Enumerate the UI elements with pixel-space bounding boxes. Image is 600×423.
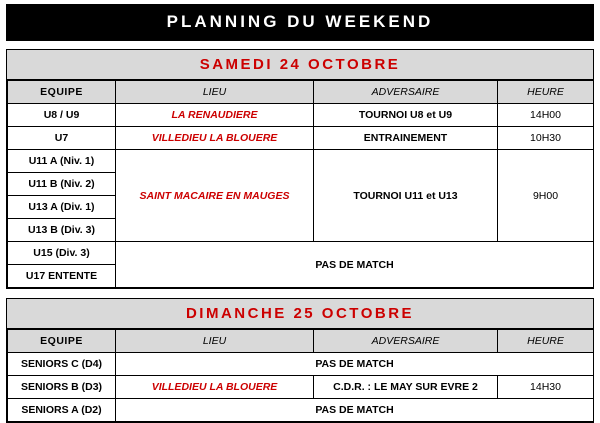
table-row xyxy=(8,353,594,376)
table-row xyxy=(8,150,594,173)
cell-equipe: U13 A (Div. 1) xyxy=(8,196,116,219)
cell-no-match: PAS DE MATCH xyxy=(116,242,594,288)
cell-no-match: PAS DE MATCH xyxy=(116,353,594,376)
table-row xyxy=(8,242,594,265)
cell-lieu-merged: SAINT MACAIRE EN MAUGES xyxy=(116,150,314,242)
cell-equipe: SENIORS C (D4) xyxy=(8,353,116,376)
cell-lieu: VILLEDIEU LA BLOUERE xyxy=(116,376,314,399)
cell-equipe: U17 ENTENTE xyxy=(8,265,116,288)
cell-heure: 10H30 xyxy=(498,127,594,150)
column-header-adversaire: ADVERSAIRE xyxy=(314,330,498,353)
cell-equipe: U11 B (Niv. 2) xyxy=(8,173,116,196)
table-row xyxy=(8,104,594,127)
column-header-adversaire: ADVERSAIRE xyxy=(314,81,498,104)
day-title-dimanche: DIMANCHE 25 OCTOBRE xyxy=(7,299,593,329)
column-header-heure: HEURE xyxy=(498,81,594,104)
column-header-heure: HEURE xyxy=(498,330,594,353)
cell-equipe: U13 B (Div. 3) xyxy=(8,219,116,242)
cell-lieu: VILLEDIEU LA BLOUERE xyxy=(116,127,314,150)
column-header-equipe: EQUIPE xyxy=(8,81,116,104)
cell-equipe: U8 / U9 xyxy=(8,104,116,127)
column-header-lieu: LIEU xyxy=(116,330,314,353)
day-block-dimanche xyxy=(6,298,594,423)
table-row xyxy=(8,399,594,422)
table-header-row xyxy=(8,330,594,353)
cell-adversaire: ENTRAINEMENT xyxy=(314,127,498,150)
schedule-table-samedi xyxy=(7,80,594,288)
cell-adversaire: TOURNOI U8 et U9 xyxy=(314,104,498,127)
cell-heure: 14H00 xyxy=(498,104,594,127)
cell-heure: 14H30 xyxy=(498,376,594,399)
day-block-samedi xyxy=(6,49,594,289)
table-row xyxy=(8,376,594,399)
cell-equipe: SENIORS B (D3) xyxy=(8,376,116,399)
cell-adversaire-merged: TOURNOI U11 et U13 xyxy=(314,150,498,242)
table-row xyxy=(8,127,594,150)
cell-lieu: LA RENAUDIERE xyxy=(116,104,314,127)
cell-no-match: PAS DE MATCH xyxy=(116,399,594,422)
cell-equipe: U7 xyxy=(8,127,116,150)
column-header-equipe: EQUIPE xyxy=(8,330,116,353)
cell-equipe: U15 (Div. 3) xyxy=(8,242,116,265)
cell-heure-merged: 9H00 xyxy=(498,150,594,242)
column-header-lieu: LIEU xyxy=(116,81,314,104)
table-header-row xyxy=(8,81,594,104)
day-title-samedi: SAMEDI 24 OCTOBRE xyxy=(7,50,593,80)
page-title: PLANNING DU WEEKEND xyxy=(6,4,594,41)
cell-equipe: SENIORS A (D2) xyxy=(8,399,116,422)
cell-equipe: U11 A (Niv. 1) xyxy=(8,150,116,173)
cell-adversaire: C.D.R. : LE MAY SUR EVRE 2 xyxy=(314,376,498,399)
schedule-table-dimanche xyxy=(7,329,594,422)
